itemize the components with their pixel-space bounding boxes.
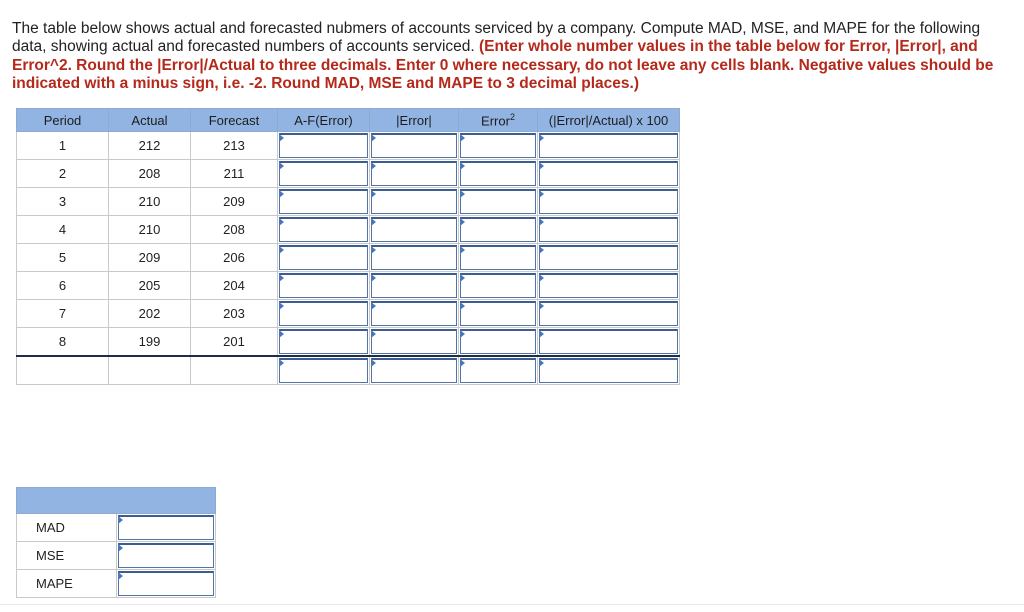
error-squared-cell [459,188,538,216]
table-row [17,300,680,328]
totals-row [17,356,680,385]
table-row [17,328,680,357]
abs-error-input[interactable] [371,273,457,298]
error-input[interactable] [279,273,368,298]
abs-error-cell [370,216,459,244]
actual-cell: 210 [109,188,191,216]
abs-error-input[interactable] [371,301,457,326]
percent-error-cell [538,132,680,160]
header-error: A-F(Error) [278,109,370,132]
period-cell: 1 [17,132,109,160]
percent-error-cell [538,272,680,300]
percent-error-input[interactable] [539,245,678,270]
actual-cell [109,356,191,385]
error-squared-cell [459,216,538,244]
header-error-squared-base: Error [481,113,510,129]
summary-table [16,487,216,598]
header-error-squared-exponent: 2 [509,111,515,122]
forecast-cell: 204 [191,272,278,300]
abs-error-cell [370,328,459,357]
percent-error-cell [538,216,680,244]
summary-row-mse [17,542,216,570]
abs-error-cell [370,160,459,188]
total-abs-error-input[interactable] [371,358,457,383]
error-squared-cell [459,328,538,357]
mape-input[interactable] [118,571,214,596]
percent-error-cell [538,300,680,328]
actual-cell: 202 [109,300,191,328]
period-cell: 6 [17,272,109,300]
mse-input[interactable] [118,543,214,568]
percent-error-input[interactable] [539,217,678,242]
percent-error-input[interactable] [539,133,678,158]
mad-input[interactable] [118,515,214,540]
period-cell: 2 [17,160,109,188]
error-squared-input[interactable] [460,273,536,298]
error-input[interactable] [279,217,368,242]
header-error-squared [459,109,538,132]
total-error-input[interactable] [279,358,368,383]
table-row [17,272,680,300]
percent-error-input[interactable] [539,273,678,298]
actual-cell: 208 [109,160,191,188]
period-cell: 8 [17,328,109,357]
table-header-row [17,109,680,132]
abs-error-input[interactable] [371,133,457,158]
abs-error-cell [370,188,459,216]
abs-error-input[interactable] [371,329,457,354]
error-squared-cell [459,272,538,300]
summary-row-mad [17,514,216,542]
header-period: Period [17,109,109,132]
error-cell [278,132,370,160]
forecast-cell: 203 [191,300,278,328]
error-cell [278,188,370,216]
error-input[interactable] [279,189,368,214]
forecast-cell: 211 [191,160,278,188]
forecast-cell: 206 [191,244,278,272]
period-cell: 5 [17,244,109,272]
abs-error-cell [370,356,459,385]
error-cell [278,216,370,244]
summary-header-row [17,488,216,514]
percent-error-cell [538,160,680,188]
error-squared-cell [459,356,538,385]
actual-cell: 205 [109,272,191,300]
error-squared-input[interactable] [460,161,536,186]
summary-row-mape [17,570,216,598]
bottom-divider [0,604,1024,605]
percent-error-input[interactable] [539,329,678,354]
header-abs-error: |Error| [370,109,459,132]
error-squared-input[interactable] [460,329,536,354]
error-input[interactable] [279,329,368,354]
error-cell [278,244,370,272]
actual-cell: 199 [109,328,191,357]
percent-error-cell [538,328,680,357]
percent-error-cell [538,188,680,216]
error-cell [278,356,370,385]
error-cell [278,272,370,300]
percent-error-input[interactable] [539,189,678,214]
actual-cell: 212 [109,132,191,160]
error-squared-cell [459,160,538,188]
actual-cell: 210 [109,216,191,244]
table-row [17,132,680,160]
mad-cell [117,514,216,542]
table-row [17,160,680,188]
total-error-squared-input[interactable] [460,358,536,383]
error-squared-input[interactable] [460,133,536,158]
period-cell [17,356,109,385]
error-cell [278,300,370,328]
mape-cell [117,570,216,598]
abs-error-cell [370,244,459,272]
error-input[interactable] [279,245,368,270]
forecast-cell: 213 [191,132,278,160]
period-cell: 3 [17,188,109,216]
period-cell: 4 [17,216,109,244]
forecast-cell [191,356,278,385]
mse-cell [117,542,216,570]
mape-label: MAPE [17,570,117,598]
mse-label: MSE [17,542,117,570]
abs-error-input[interactable] [371,245,457,270]
table-row [17,188,680,216]
percent-error-cell [538,244,680,272]
abs-error-cell [370,132,459,160]
summary-header [17,488,216,514]
abs-error-input[interactable] [371,217,457,242]
table-row [17,244,680,272]
abs-error-cell [370,272,459,300]
abs-error-input[interactable] [371,161,457,186]
header-forecast: Forecast [191,109,278,132]
abs-error-cell [370,300,459,328]
table-row [17,216,680,244]
error-squared-input[interactable] [460,217,536,242]
mad-label: MAD [17,514,117,542]
error-squared-input[interactable] [460,245,536,270]
total-percent-error-input[interactable] [539,358,678,383]
error-squared-input[interactable] [460,189,536,214]
forecast-cell: 201 [191,328,278,357]
error-input[interactable] [279,301,368,326]
forecast-cell: 209 [191,188,278,216]
instructions-emphasis: (Enter whole number values in the table below for Error, |Error|, and Error^2. Round the |Error|/Actual to three decimals. Enter 0 where necessary, do not leave any cells blank. Negative values should be indicated with a minus sign, i.e. -2. Round MAD, MSE and MAPE to 3 decimal places.) [12,38,994,93]
actual-cell: 209 [109,244,191,272]
error-squared-cell [459,132,538,160]
error-squared-cell [459,244,538,272]
instructions-plain: The table below shows actual and forecasted nubmers of accounts serviced by a company. Compute MAD, MSE, and MAPE for the following data, showing actual and forecasted numbers of accounts serviced. [12,20,981,56]
instructions [12,20,1017,94]
forecast-cell: 208 [191,216,278,244]
error-cell [278,160,370,188]
error-input[interactable] [279,133,368,158]
error-squared-input[interactable] [460,301,536,326]
header-actual: Actual [109,109,191,132]
percent-error-cell [538,356,680,385]
error-squared-cell [459,300,538,328]
error-table [16,108,680,385]
error-cell [278,328,370,357]
error-input[interactable] [279,161,368,186]
period-cell: 7 [17,300,109,328]
percent-error-input[interactable] [539,301,678,326]
percent-error-input[interactable] [539,161,678,186]
header-percent-error: (|Error|/Actual) x 100 [538,109,680,132]
abs-error-input[interactable] [371,189,457,214]
